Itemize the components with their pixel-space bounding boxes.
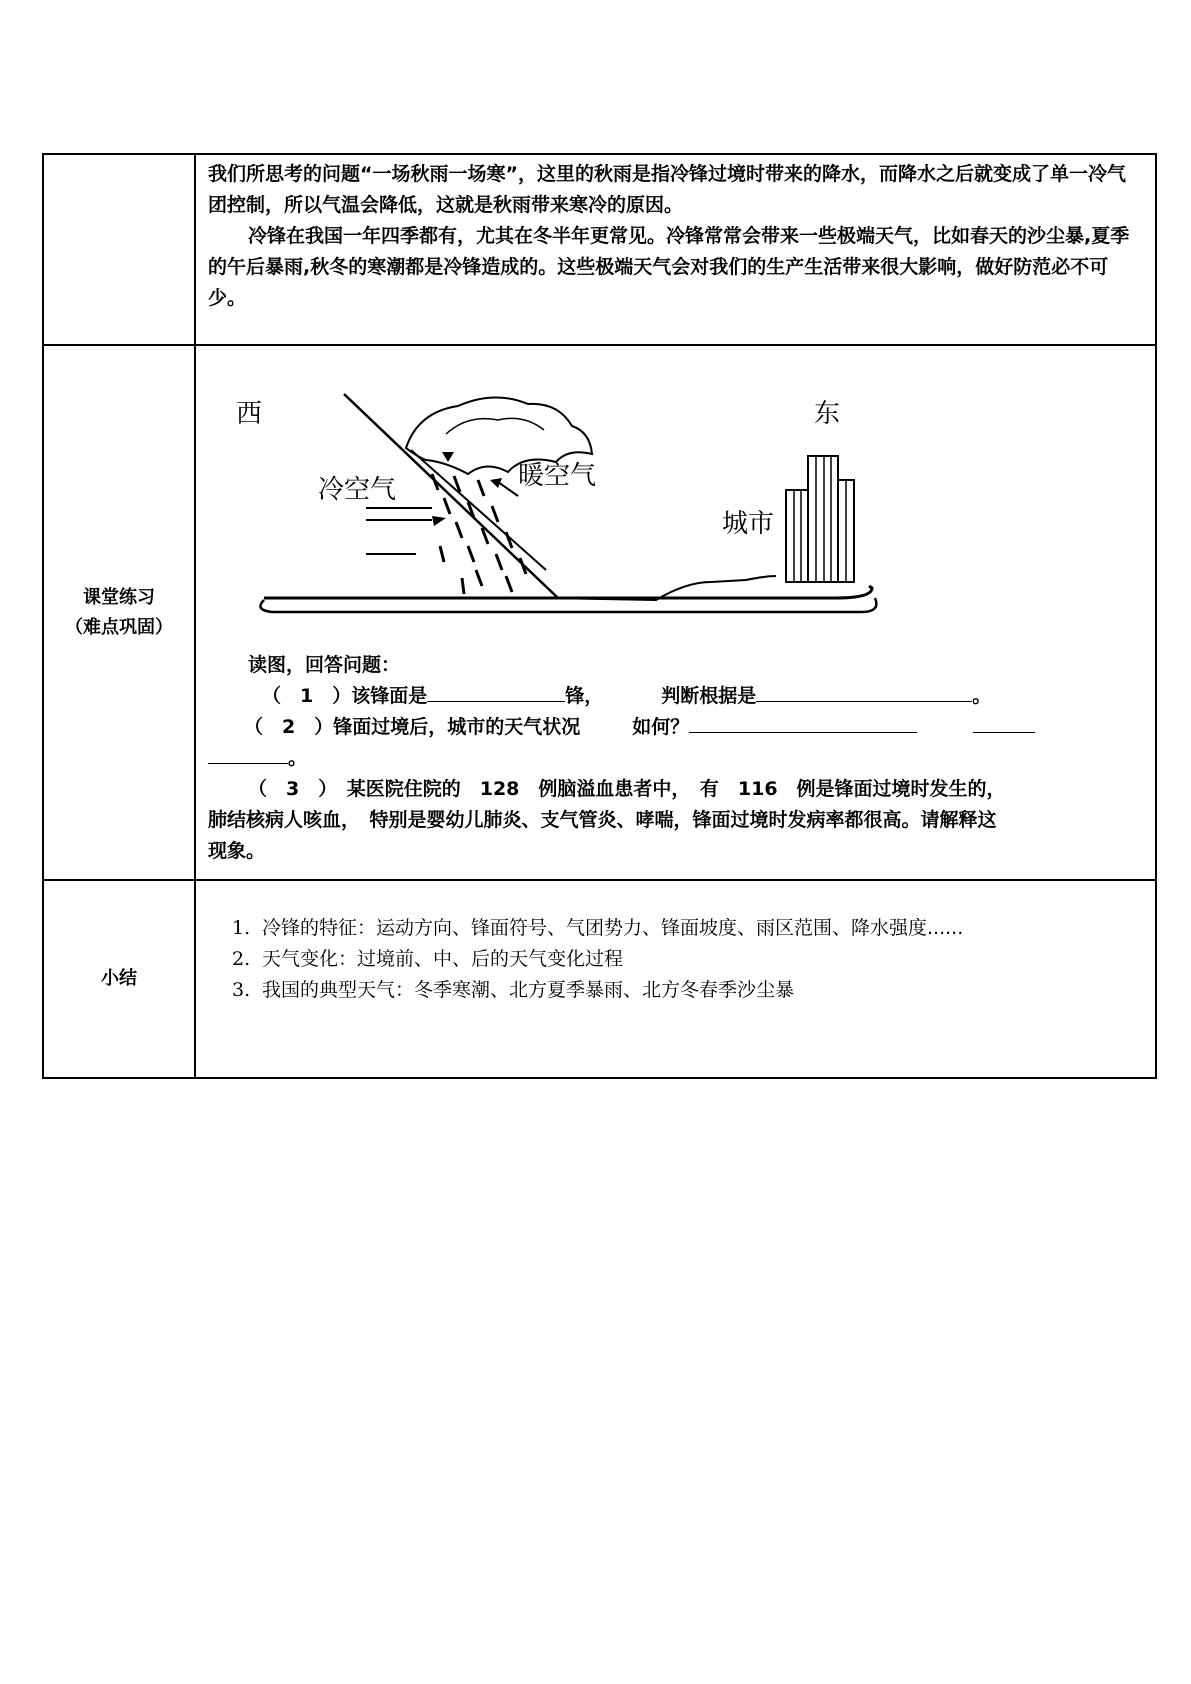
ground-base bbox=[260, 598, 876, 612]
question-1 bbox=[208, 681, 1141, 712]
summary-label: 小结 bbox=[101, 968, 137, 989]
practice-sublabel: （难点巩固） bbox=[65, 616, 173, 638]
building-tall bbox=[808, 456, 838, 582]
cloud-triangle bbox=[442, 452, 454, 462]
question-2 bbox=[208, 712, 1141, 743]
summary-item-number: 3. bbox=[232, 979, 251, 1001]
practice-label-cell bbox=[43, 345, 195, 880]
question-1-text-b: 锋， bbox=[565, 685, 604, 707]
explanation-paragraph-2: 冷锋在我国一年四季都有，尤其在冬半年更常见。冷锋常常会带来一些极端天气，比如春天的沙尘暴,夏季的午后暴雨,秋冬的寒潮都是冷锋造成的。这些极端天气会对我们的生产生活带来很大影响，做好防范必不可少。 bbox=[208, 225, 1130, 309]
cold-front-diagram bbox=[206, 350, 986, 650]
question-2-end: 。 bbox=[288, 747, 308, 769]
summary-item bbox=[232, 913, 1155, 944]
summary-list bbox=[196, 881, 1155, 1006]
front-type-blank[interactable] bbox=[427, 681, 565, 702]
instruction: 读图，回答问题： bbox=[248, 654, 401, 676]
question-2-text-a: （ 2 ）锋面过境后，城市的天气状况 bbox=[244, 716, 581, 738]
summary-item-text: 天气变化：过境前、中、后的天气变化过程 bbox=[262, 948, 624, 970]
empty-label-cell bbox=[43, 154, 195, 345]
summary-item bbox=[232, 975, 1155, 1006]
summary-row bbox=[43, 880, 1156, 1078]
question-1-text-c: 判断根据是 bbox=[661, 685, 757, 707]
warm-air-arrow bbox=[498, 482, 518, 496]
cloud-inner bbox=[446, 418, 544, 434]
question-3-line-1: （ 3 ） 某医院住院的 128 例脑溢血患者中， 有 116 例是锋面过境时发生的， bbox=[248, 778, 1006, 800]
lesson-table bbox=[42, 153, 1157, 1079]
summary-label-cell bbox=[43, 880, 195, 1078]
building-low bbox=[786, 490, 808, 582]
ground-line bbox=[264, 586, 872, 598]
question-3-line-2: 肺结核病人咳血， 特别是婴幼儿肺炎、支气管炎、哮喘，锋面过境时发病率都很高。请解释这 bbox=[208, 809, 997, 831]
practice-cell bbox=[195, 345, 1156, 880]
question-1-text-a: （ 1 ）该锋面是 bbox=[262, 685, 428, 707]
cold-air-label: 冷空气 bbox=[318, 475, 397, 505]
question-2-continued bbox=[208, 743, 1141, 774]
explanation-cell bbox=[195, 154, 1156, 345]
question-2-text-b: 如何？ bbox=[632, 716, 690, 738]
question-block bbox=[196, 650, 1155, 867]
explanation-row bbox=[43, 154, 1156, 345]
east-label: 东 bbox=[814, 399, 841, 429]
practice-label: 课堂练习 bbox=[83, 586, 155, 608]
question-3-line-3: 现象。 bbox=[208, 840, 266, 862]
summary-cell bbox=[195, 880, 1156, 1078]
summary-item-number: 1. bbox=[232, 917, 251, 939]
city-label: 城市 bbox=[722, 509, 775, 539]
practice-row bbox=[43, 345, 1156, 880]
basis-blank[interactable] bbox=[756, 681, 972, 702]
summary-item-number: 2. bbox=[232, 948, 251, 970]
cold-air-arrowhead bbox=[432, 516, 446, 526]
west-label: 西 bbox=[236, 399, 263, 429]
summary-item-text: 我国的典型天气：冬季寒潮、北方夏季暴雨、北方冬春季沙尘暴 bbox=[262, 979, 795, 1001]
weather-blank-1[interactable] bbox=[689, 712, 917, 733]
weather-blank-3[interactable] bbox=[208, 743, 288, 764]
summary-item bbox=[232, 944, 1155, 975]
question-1-end: 。 bbox=[972, 685, 992, 707]
warm-air-label: 暖空气 bbox=[518, 461, 597, 491]
weather-blank-2[interactable] bbox=[973, 712, 1035, 733]
ground-rise bbox=[546, 576, 776, 600]
summary-item-text: 冷锋的特征：运动方向、锋面符号、气团势力、锋面坡度、雨区范围、降水强度...... bbox=[262, 917, 964, 939]
explanation-paragraph-1: 我们所思考的问题“一场秋雨一场寒”，这里的秋雨是指冷锋过境时带来的降水，而降水之后就变成了单一冷气团控制，所以气温会降低，这就是秋雨带来寒冷的原因。 bbox=[208, 163, 1126, 216]
